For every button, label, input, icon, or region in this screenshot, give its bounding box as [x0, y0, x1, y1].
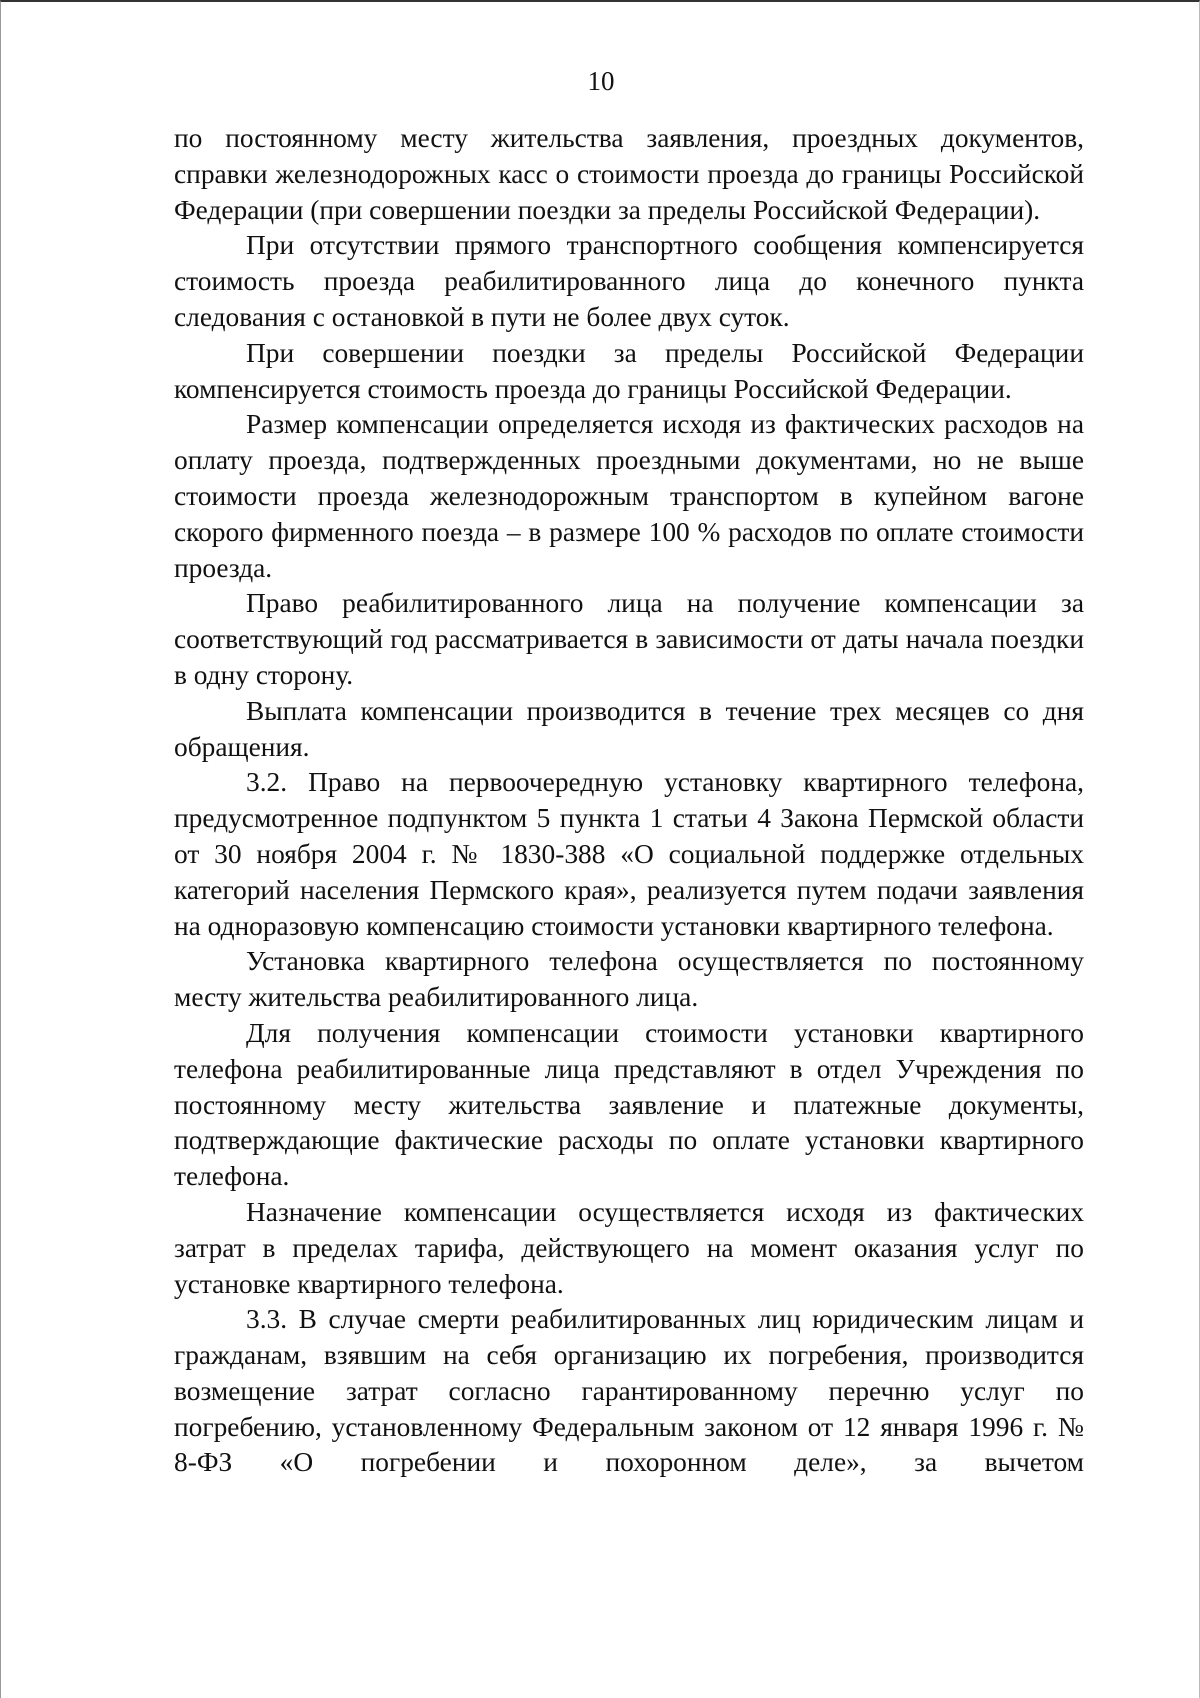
paragraph-section-3-3: 3.3. В случае смерти реабилитированных лиц юридическим лицам и гражданам, взявшим на себя организацию их погребения, производится возмещение затрат согласно гарантированному перечню услуг по погребению, установленному Федеральным законом от 12 января 1996 г. № 8-ФЗ «О погребении и похоронном деле», за вычетом: [174, 1304, 1084, 1478]
paragraph-right-to-compensation: Право реабилитированного лица на получение компенсации за соответствующий год рассматривается в зависимости от даты начала поездки в одну сторону.: [174, 588, 1084, 690]
paragraph-phone-assignment: Назначение компенсации осуществляется исходя из фактических затрат в пределах тарифа, действующего на момент оказания услуг по установке квартирного телефона.: [174, 1196, 1084, 1299]
paragraph-phone-documents: Для получения компенсации стоимости установки квартирного телефона реабилитированные лица представляют в отдел Учреждения по постоянному месту жительства заявление и платежные документы, подтверждающие фактические расходы по оплате установки квартирного телефона.: [174, 1017, 1084, 1192]
paragraph-travel-abroad: При совершении поездки за пределы Российской Федерации компенсируется стоимость проезда до границы Российской Федерации.: [174, 337, 1084, 404]
page-number: 10: [587, 66, 615, 96]
paragraph-no-direct-transport: При отсутствии прямого транспортного сообщения компенсируется стоимость проезда реабилитированного лица до конечного пункта следования с остановкой в пути не более двух суток.: [174, 230, 1084, 332]
document-body: [174, 121, 1084, 1481]
paragraph-phone-installation: Установка квартирного телефона осуществляется по постоянному месту жительства реабилитированного лица.: [174, 946, 1084, 1013]
paragraph-section-3-2: 3.2. Право на первоочередную установку квартирного телефона, предусмотренное подпунктом 5 пункта 1 статьи 4 Закона Пермской области от 30 ноября 2004 г. № 1830-388 «О социальной поддержке отдельных категорий населения Пермского края», реализуется путем подачи заявления на одноразовую компенсацию стоимости установки квартирного телефона.: [174, 767, 1084, 941]
paragraph-compensation-amount: Размер компенсации определяется исходя из фактических расходов на оплату проезда, подтвержденных проездными документами, но не выше стоимости проезда железнодорожным транспортом в купейном вагоне скорого фирменного поезда – в размере 100 % расходов по оплате стоимости проезда.: [174, 409, 1084, 583]
paragraph-continuation: по постоянному месту жительства заявления, проездных документов, справки железнодорожных касс о стоимости проезда до границы Российской Федерации (при совершении поездки за пределы Российской Федерации).: [174, 123, 1084, 225]
paragraph-payment-term: Выплата компенсации производится в течение трех месяцев со дня обращения.: [174, 695, 1084, 762]
